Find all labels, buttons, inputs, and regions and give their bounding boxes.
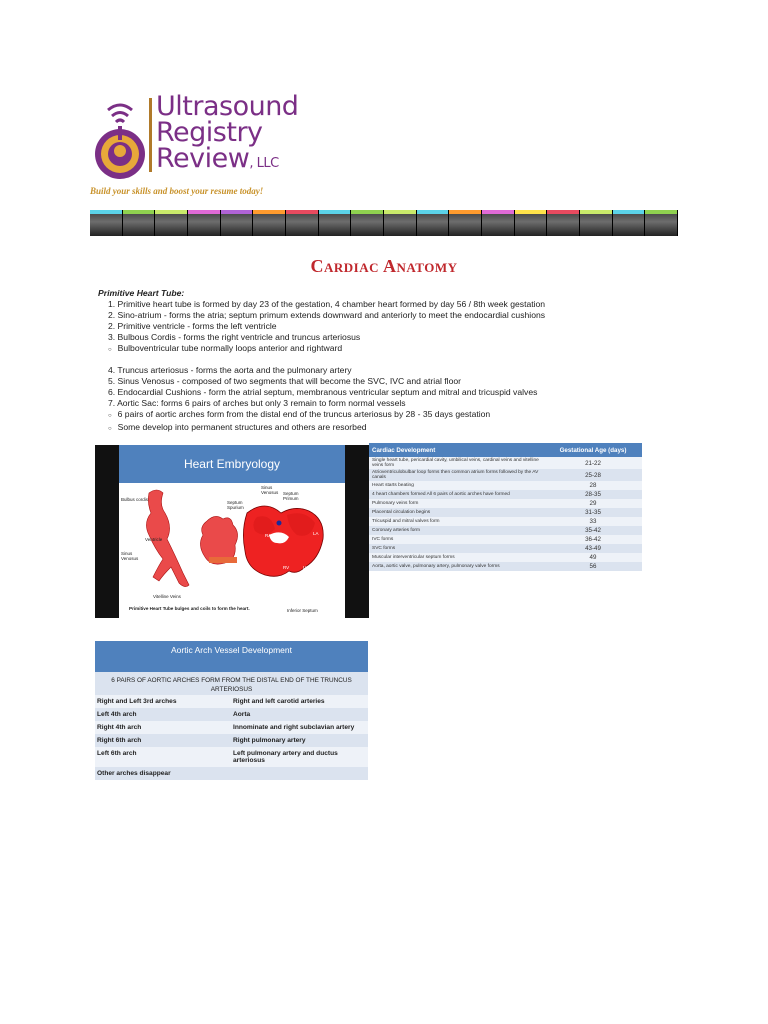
- age-cell: 29: [544, 499, 642, 508]
- label-rv: RV: [283, 565, 290, 570]
- list-item: [98, 398, 678, 409]
- vessel-cell: Innominate and right subclavian artery: [233, 724, 355, 731]
- banner-tile-strip: [123, 210, 155, 214]
- banner-tile-strip: [188, 210, 220, 214]
- banner-tile-strip: [417, 210, 449, 214]
- banner-tile: [90, 210, 123, 236]
- vessel-cell: Aorta: [233, 711, 251, 718]
- table-row: [369, 469, 642, 481]
- sub-list-item: [98, 343, 678, 356]
- heart-embryology-figure: [95, 445, 369, 618]
- list-item-text: 1. Primitive heart tube is formed by day 23 of the gestation, 4 chamber heart formed by day 56 / 8th week gestation: [108, 298, 546, 309]
- list-item: [98, 310, 678, 321]
- banner-tile-strip: [253, 210, 285, 214]
- label-septum-spurium: Septum Spurium: [227, 500, 244, 510]
- logo-divider: [149, 98, 152, 172]
- event-cell: 4 heart chambers formed All 6 pairs of aortic arches have formed: [369, 490, 544, 499]
- table-row: [95, 734, 368, 747]
- list-item-text: Some develop into permanent structures and others are resorbed: [117, 421, 367, 432]
- aortic-arch-title: Aortic Arch Vessel Development: [95, 641, 368, 672]
- section-heading: Primitive Heart Tube:: [98, 288, 185, 298]
- banner-tile: [645, 210, 678, 236]
- banner-tile: [253, 210, 286, 236]
- banner-tile: [221, 210, 254, 236]
- vessel-cell: [231, 767, 368, 780]
- age-cell: 43-49: [544, 544, 642, 553]
- table-row: [369, 535, 642, 544]
- label-ventricle: Ventricle: [145, 537, 163, 542]
- event-cell: Single heart tube, pericardial cavity, umbilical veins, cardinal veins and vitelline veins form: [369, 457, 544, 469]
- banner-tile: [547, 210, 580, 236]
- embryology-caption: Primitive Heart Tube bulges and coils to form the heart.: [129, 606, 250, 611]
- banner-tile-strip: [351, 210, 383, 214]
- age-cell: 49: [544, 553, 642, 562]
- label-lv: LV: [303, 565, 309, 570]
- label-vitelline-veins: Vitelline Veins: [153, 594, 181, 599]
- list-item-text: Bulboventricular tube normally loops anterior and rightward: [117, 342, 343, 353]
- age-cell: 31-35: [544, 508, 642, 517]
- cardiac-development-table: [369, 443, 642, 571]
- event-cell: IVC forms: [369, 535, 544, 544]
- tagline: Build your skills and boost your resume today!: [90, 186, 264, 196]
- list-item: [98, 376, 678, 387]
- logo-wordmark: [156, 91, 299, 177]
- banner-tile-strip: [547, 210, 579, 214]
- banner-tile: [319, 210, 352, 236]
- label-ra: RA: [265, 533, 272, 538]
- banner-tile: [449, 210, 482, 236]
- arch-cell: Other arches disappear: [97, 770, 171, 777]
- banner-tile: [384, 210, 417, 236]
- table-row: [369, 508, 642, 517]
- table-row: [369, 490, 642, 499]
- banner-tile-strip: [482, 210, 514, 214]
- label-la: LA: [313, 531, 319, 536]
- sub-list-item: [98, 409, 678, 422]
- logo-line-1: Ultrasound: [156, 91, 299, 122]
- list-item-text: 2. Sino-atrium - forms the atria; septum primum extends downward and anteriorly to meet the endocardial cushions: [108, 309, 546, 320]
- label-bulbus-cordis: Bulbus cordis: [121, 497, 149, 502]
- banner-tile-strip: [580, 210, 612, 214]
- table-row: [369, 457, 642, 469]
- embryology-slide: [119, 445, 345, 618]
- banner-tile: [351, 210, 384, 236]
- column-header: Gestational Age (days): [544, 443, 642, 457]
- age-cell: 36-42: [544, 535, 642, 544]
- table-row: [95, 747, 368, 767]
- column-header: Cardiac Development: [369, 443, 544, 457]
- list-item-text: 4. Truncus arteriosus - forms the aorta and the pulmonary artery: [108, 365, 352, 376]
- list-item-text: 6 pairs of aortic arches form from the distal end of the truncus arteriosus by 28 - 35 days gestation: [117, 409, 491, 420]
- arch-cell: Left 4th arch: [97, 711, 137, 718]
- ultrasound-image-banner: [90, 210, 678, 236]
- age-cell: 35-42: [544, 526, 642, 535]
- list-item-text: 3. Bulbous Cordis - forms the right ventricle and truncus arteriosus: [108, 331, 361, 342]
- vessel-cell: Left pulmonary artery and ductus arteriosus: [233, 750, 338, 764]
- list-item: [98, 299, 678, 310]
- event-cell: Heart starts beating: [369, 481, 544, 490]
- table-row: [95, 767, 368, 780]
- list-item-text: 2. Primitive ventricle - forms the left ventricle: [108, 320, 277, 331]
- table-row: [369, 553, 642, 562]
- event-cell: Placental circulation begins: [369, 508, 544, 517]
- banner-tile-strip: [384, 210, 416, 214]
- aortic-arch-table: [95, 641, 368, 780]
- age-cell: 28-35: [544, 490, 642, 499]
- banner-tile: [613, 210, 646, 236]
- list-item: [98, 332, 678, 343]
- banner-tile: [580, 210, 613, 236]
- banner-tile: [417, 210, 450, 236]
- document-page: [90, 92, 678, 437]
- arch-cell: Right 4th arch: [97, 724, 142, 731]
- event-cell: SVC forms: [369, 544, 544, 553]
- banner-tile-strip: [613, 210, 645, 214]
- table-row: [369, 517, 642, 526]
- table-row: [95, 708, 368, 721]
- banner-tile: [188, 210, 221, 236]
- table-row: [95, 695, 368, 708]
- list-item-text: 7. Aortic Sac: forms 6 pairs of arches but only 3 remain to form normal vessels: [108, 398, 406, 409]
- banner-tile: [482, 210, 515, 236]
- age-cell: 25-28: [544, 469, 642, 481]
- arch-cell: Right and Left 3rd arches: [97, 698, 177, 705]
- age-cell: 56: [544, 562, 642, 571]
- age-cell: 21-22: [544, 457, 642, 469]
- notes-list: [98, 288, 678, 435]
- table-row: [369, 526, 642, 535]
- label-sinus-venosus: Sinus Venosus: [121, 551, 139, 561]
- list-item: [98, 387, 678, 398]
- arch-cell: Right 6th arch: [97, 737, 142, 744]
- banner-tile-strip: [286, 210, 318, 214]
- table-row: [369, 562, 642, 571]
- bullet-icon: ○: [108, 425, 112, 432]
- event-cell: Tricuspid and mitral valves form: [369, 517, 544, 526]
- arch-cell: Left 6th arch: [97, 750, 137, 757]
- label-septum-primum: Septum Primum: [283, 491, 299, 501]
- logo-line-3: Review: [156, 143, 250, 174]
- banner-tile-strip: [155, 210, 187, 214]
- age-cell: 28: [544, 481, 642, 490]
- embryology-title: Heart Embryology: [119, 445, 345, 483]
- banner-tile: [155, 210, 188, 236]
- table-row: [369, 499, 642, 508]
- list-item: [98, 321, 678, 332]
- list-item-text: 6. Endocardial Cushions - form the atrial septum, membranous ventricular septum and mitral and tricuspid valves: [108, 387, 538, 398]
- bullet-icon: ○: [108, 413, 112, 420]
- banner-tile-strip: [90, 210, 122, 214]
- label-sinus-venosus-2: Sinus Venosus: [261, 485, 279, 495]
- label-inferior-septum: Inferior Septum: [287, 608, 318, 613]
- aortic-arch-subtitle: 6 PAIRS OF AORTIC ARCHES FORM FROM THE DISTAL END OF THE TRUNCUS ARTERIOSUS: [95, 672, 368, 695]
- event-cell: Aorta, aortic valve, pulmonary artery, pulmonary valve forms: [369, 562, 544, 571]
- ultrasound-logo-icon: [92, 96, 148, 184]
- banner-tile: [286, 210, 319, 236]
- banner-tile-strip: [221, 210, 253, 214]
- logo-suffix: , LLC: [249, 156, 279, 171]
- banner-tile-strip: [319, 210, 351, 214]
- banner-tile: [515, 210, 548, 236]
- bullet-icon: ○: [108, 346, 112, 353]
- vessel-cell: Right and left carotid arteries: [233, 698, 325, 705]
- page-title: Cardiac Anatomy: [310, 256, 458, 276]
- event-cell: Pulmonary veins form: [369, 499, 544, 508]
- list-item: [98, 365, 678, 376]
- banner-tile: [123, 210, 156, 236]
- banner-tile-strip: [645, 210, 677, 214]
- age-cell: 33: [544, 517, 642, 526]
- event-cell: Atrioventriculobulbar loop forms then common atrium forms followed by the AV canals: [369, 469, 544, 481]
- company-logo: [90, 92, 320, 182]
- table-row: [369, 544, 642, 553]
- table-row: [369, 481, 642, 490]
- event-cell: Muscular interventricular septum forms: [369, 553, 544, 562]
- vessel-cell: Right pulmonary artery: [233, 737, 306, 744]
- banner-tile-strip: [449, 210, 481, 214]
- list-item-text: 5. Sinus Venosus - composed of two segments that will become the SVC, IVC and atrial floor: [108, 376, 461, 387]
- sub-list-item: [98, 422, 678, 435]
- banner-tile-strip: [515, 210, 547, 214]
- table-row: [95, 721, 368, 734]
- event-cell: Coronary arteries form: [369, 526, 544, 535]
- logo-line-2: Registry: [156, 117, 263, 148]
